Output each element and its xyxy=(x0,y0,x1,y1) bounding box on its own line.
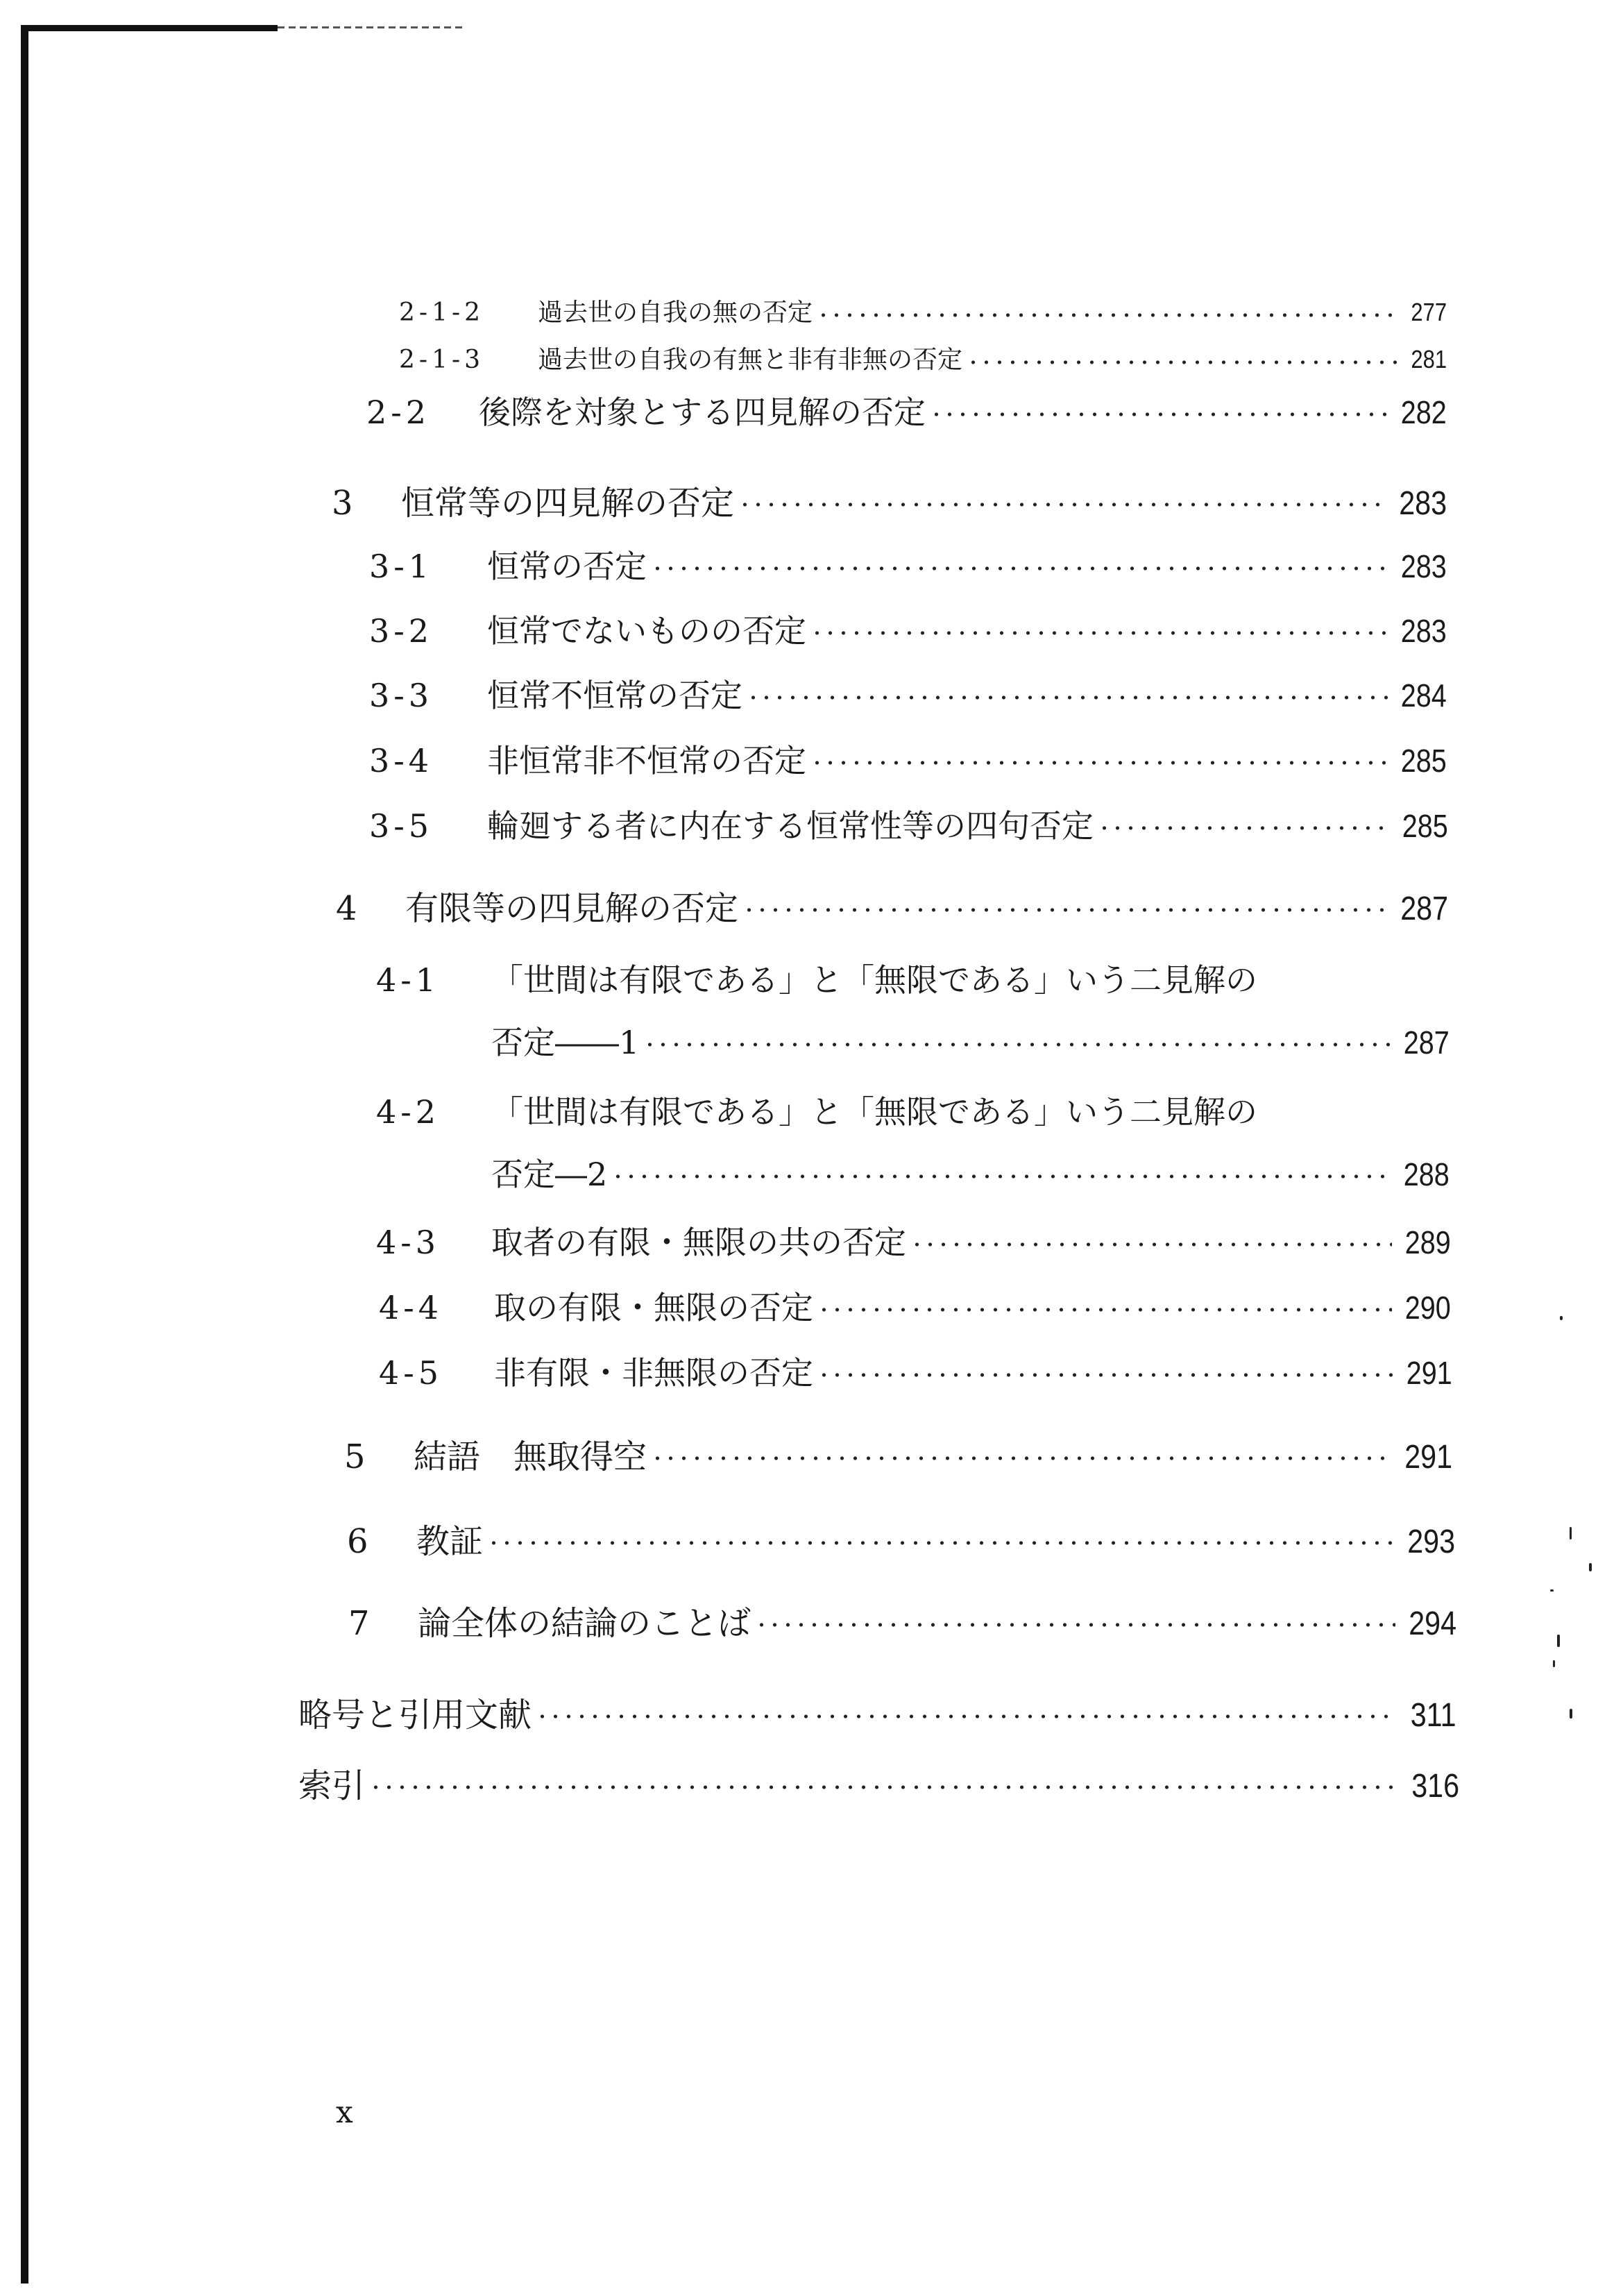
section-title: 教証 xyxy=(416,1522,484,1561)
section-number: 4-1 xyxy=(376,961,441,999)
dot-leader xyxy=(643,1042,1391,1047)
toc-entry[interactable] xyxy=(379,1283,1451,1328)
toc-entry-continuation[interactable] xyxy=(491,1018,1450,1063)
section-number: 2-1-2 xyxy=(399,298,485,327)
section-title: 恒常不恒常の否定 xyxy=(487,677,742,714)
dot-leader xyxy=(810,760,1388,766)
section-title: 結語 無取得空 xyxy=(414,1437,647,1476)
toc-entry[interactable] xyxy=(379,1348,1452,1394)
scan-speck xyxy=(1589,1563,1592,1571)
dot-leader xyxy=(369,1784,1398,1790)
section-number: 3-3 xyxy=(369,677,434,714)
page-number: 294 xyxy=(1409,1605,1456,1642)
dot-leader xyxy=(487,1540,1394,1546)
page-number: 285 xyxy=(1402,808,1448,844)
section-title: 恒常でないものの否定 xyxy=(487,612,806,650)
section-title: 非有限・非無限の否定 xyxy=(494,1354,813,1392)
dot-leader xyxy=(810,630,1388,636)
toc-entry[interactable] xyxy=(298,1759,1459,1807)
scan-speck xyxy=(1557,1635,1560,1647)
dot-leader xyxy=(1098,825,1389,831)
scan-border-top xyxy=(21,25,278,31)
section-title: 後際を対象とする四見解の否定 xyxy=(479,394,926,431)
dot-leader xyxy=(536,1714,1397,1719)
scan-speck xyxy=(1550,1589,1554,1592)
section-number: 3-2 xyxy=(369,612,434,650)
page-number: 277 xyxy=(1411,298,1447,326)
dot-leader xyxy=(967,360,1400,365)
section-title: 索引 xyxy=(298,1766,366,1805)
page-number: 283 xyxy=(1400,613,1447,649)
toc-entry[interactable] xyxy=(369,670,1447,716)
section-title: 論全体の結論のことば xyxy=(418,1604,751,1643)
scan-speck xyxy=(1560,1316,1563,1320)
section-number: 4-2 xyxy=(376,1093,441,1131)
page-number: 287 xyxy=(1400,890,1448,927)
scan-speck xyxy=(1570,1527,1572,1539)
section-number: 6 xyxy=(347,1522,373,1561)
toc-entry[interactable] xyxy=(399,293,1447,328)
toc-entry[interactable] xyxy=(348,1596,1456,1644)
toc-entry[interactable] xyxy=(376,1217,1451,1263)
page-number: 293 xyxy=(1407,1523,1455,1560)
dot-leader xyxy=(817,312,1400,318)
section-title: 輪廻する者に内在する恒常性等の四句否定 xyxy=(487,807,1094,845)
section-number: 3 xyxy=(332,484,357,523)
toc-entry[interactable] xyxy=(369,801,1448,847)
section-number: 7 xyxy=(348,1604,374,1643)
section-title: 取の有限・無限の否定 xyxy=(494,1289,813,1326)
section-title: 恒常等の四見解の否定 xyxy=(401,484,735,523)
scan-border-top-faint xyxy=(278,26,465,28)
page-number: 283 xyxy=(1400,548,1447,584)
section-title: 「世間は有限である」と「無限である」いう二見解の xyxy=(491,961,1257,999)
toc-entry[interactable] xyxy=(369,606,1447,652)
dot-leader xyxy=(930,412,1388,417)
toc-entry-continuation[interactable] xyxy=(491,1149,1450,1195)
toc-entry[interactable] xyxy=(336,881,1448,929)
page-number: 316 xyxy=(1411,1768,1459,1805)
page-number: 288 xyxy=(1403,1156,1450,1192)
dot-leader xyxy=(611,1174,1391,1179)
section-title: 過去世の自我の有無と非有非無の否定 xyxy=(538,346,963,374)
section-number: 2-2 xyxy=(366,394,431,431)
page-folio: x xyxy=(336,2095,353,2130)
page-number: 282 xyxy=(1400,394,1447,430)
section-title-continuation: 否定――1 xyxy=(491,1024,640,1061)
section-number: 4-5 xyxy=(379,1354,443,1392)
toc-entry[interactable] xyxy=(376,1087,1448,1133)
toc-entry[interactable] xyxy=(347,1514,1455,1562)
page-number: 289 xyxy=(1404,1224,1451,1260)
dot-leader xyxy=(747,695,1388,700)
toc-entry[interactable] xyxy=(332,476,1447,524)
section-title: 過去世の自我の無の否定 xyxy=(538,298,813,327)
section-title: 有限等の四見解の否定 xyxy=(405,889,739,928)
section-title-continuation: 否定―2 xyxy=(491,1156,608,1193)
scan-border-left xyxy=(21,26,28,2284)
page-number: 311 xyxy=(1411,1697,1456,1734)
page-number: 283 xyxy=(1399,485,1447,522)
page-number: 287 xyxy=(1403,1024,1450,1061)
page-number: 291 xyxy=(1406,1355,1452,1391)
dot-leader xyxy=(755,1622,1395,1628)
section-title: 取者の有限・無限の共の否定 xyxy=(491,1224,906,1261)
section-title: 「世間は有限である」と「無限である」いう二見解の xyxy=(491,1093,1257,1131)
page-number: 291 xyxy=(1404,1439,1452,1476)
toc-entry[interactable] xyxy=(376,955,1448,1001)
section-number: 4 xyxy=(336,889,362,928)
toc-entry[interactable] xyxy=(298,1688,1456,1736)
toc-entry[interactable] xyxy=(369,541,1447,587)
scan-speck xyxy=(1553,1660,1555,1667)
section-number: 3-1 xyxy=(369,548,434,585)
section-number: 3-4 xyxy=(369,742,434,779)
section-title: 略号と引用文献 xyxy=(298,1696,532,1734)
dot-leader xyxy=(738,502,1386,507)
scan-speck xyxy=(1570,1709,1572,1719)
section-number: 4-3 xyxy=(376,1224,441,1261)
section-number: 5 xyxy=(344,1437,370,1476)
page-number: 290 xyxy=(1404,1290,1451,1326)
dot-leader xyxy=(817,1307,1392,1312)
page-number: 285 xyxy=(1400,743,1447,779)
toc-entry[interactable] xyxy=(344,1430,1452,1478)
page-number: 284 xyxy=(1400,677,1447,714)
dot-leader xyxy=(910,1242,1392,1247)
toc-entry[interactable] xyxy=(369,736,1447,782)
section-number: 2-1-3 xyxy=(399,346,485,374)
dot-leader xyxy=(651,566,1388,571)
section-number: 3-5 xyxy=(369,807,434,845)
dot-leader xyxy=(817,1372,1393,1378)
dot-leader xyxy=(651,1455,1391,1461)
page-number: 281 xyxy=(1411,345,1447,373)
toc-entry[interactable] xyxy=(399,340,1447,375)
toc-entry[interactable] xyxy=(366,387,1447,433)
section-number: 4-4 xyxy=(379,1289,443,1326)
section-title: 非恒常非不恒常の否定 xyxy=(487,742,806,779)
dot-leader xyxy=(742,907,1387,913)
section-title: 恒常の否定 xyxy=(487,548,647,585)
